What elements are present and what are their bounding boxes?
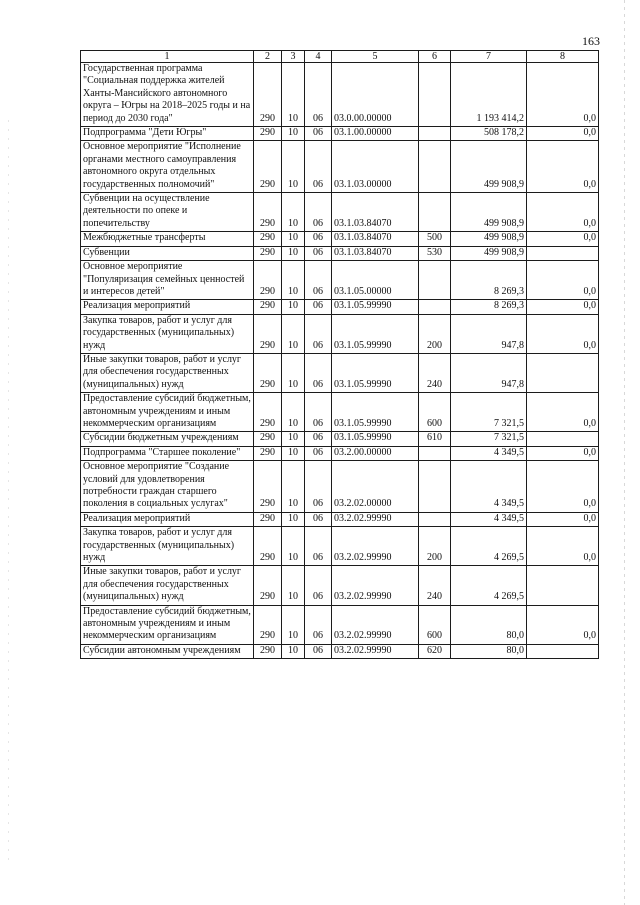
expense-type-cell <box>419 446 451 460</box>
expense-type-cell: 600 <box>419 605 451 644</box>
ministry-code-cell: 290 <box>254 314 282 353</box>
section-code-cell: 10 <box>282 605 305 644</box>
amount-cell: 80,0 <box>451 605 527 644</box>
subsection-code-cell: 06 <box>305 353 332 392</box>
item-name-cell: Субсидии автономным учреждениям <box>81 644 254 658</box>
amount-cell: 499 908,9 <box>451 193 527 232</box>
target-article-cell: 03.2.02.99990 <box>332 644 419 658</box>
subsection-code-cell: 06 <box>305 232 332 246</box>
ministry-code-cell: 290 <box>254 141 282 193</box>
item-name-cell: Субвенции <box>81 246 254 260</box>
ministry-code-cell: 290 <box>254 127 282 141</box>
subsection-code-cell: 06 <box>305 461 332 513</box>
column-8-cell <box>527 246 599 260</box>
column-8-cell: 0,0 <box>527 393 599 432</box>
ministry-code-cell: 290 <box>254 644 282 658</box>
table-row <box>81 605 599 644</box>
expense-type-cell: 610 <box>419 432 451 446</box>
item-name-cell: Иные закупки товаров, работ и услуг для обеспечения государственных (муниципальных) нужд <box>81 566 254 605</box>
amount-cell: 499 908,9 <box>451 232 527 246</box>
item-name-cell: Основное мероприятие "Популяризация семейных ценностей и интересов детей" <box>81 261 254 300</box>
expense-type-cell: 200 <box>419 314 451 353</box>
column-8-cell <box>527 432 599 446</box>
section-code-cell: 10 <box>282 353 305 392</box>
scan-left-edge <box>8 120 9 860</box>
ministry-code-cell: 290 <box>254 193 282 232</box>
item-name-cell: Основное мероприятие "Исполнение органами местного самоуправления автономного округа отдельных государственных полномочий" <box>81 141 254 193</box>
target-article-cell: 03.2.02.99990 <box>332 605 419 644</box>
table-row <box>81 300 599 314</box>
subsection-code-cell: 06 <box>305 193 332 232</box>
column-8-cell: 0,0 <box>527 512 599 526</box>
column-header: 8 <box>527 51 599 63</box>
column-header: 3 <box>282 51 305 63</box>
expense-type-cell: 200 <box>419 527 451 566</box>
amount-cell: 4 349,5 <box>451 446 527 460</box>
section-code-cell: 10 <box>282 232 305 246</box>
item-name-cell: Субсидии бюджетным учреждениям <box>81 432 254 446</box>
item-name-cell: Подпрограмма "Старшее поколение" <box>81 446 254 460</box>
item-name-cell: Закупка товаров, работ и услуг для государственных (муниципальных) нужд <box>81 527 254 566</box>
expense-type-cell <box>419 127 451 141</box>
section-code-cell: 10 <box>282 314 305 353</box>
scan-right-edge <box>624 0 625 905</box>
target-article-cell: 03.2.00.00000 <box>332 446 419 460</box>
budget-table <box>80 50 599 659</box>
amount-cell: 1 193 414,2 <box>451 63 527 127</box>
table-row <box>81 232 599 246</box>
item-name-cell: Предоставление субсидий бюджетным, автономным учреждениям и иным некоммерческим организациям <box>81 393 254 432</box>
subsection-code-cell: 06 <box>305 512 332 526</box>
column-8-cell: 0,0 <box>527 261 599 300</box>
expense-type-cell <box>419 300 451 314</box>
subsection-code-cell: 06 <box>305 141 332 193</box>
amount-cell: 4 349,5 <box>451 512 527 526</box>
column-header: 5 <box>332 51 419 63</box>
section-code-cell: 10 <box>282 527 305 566</box>
column-8-cell: 0,0 <box>527 193 599 232</box>
amount-cell: 8 269,3 <box>451 300 527 314</box>
subsection-code-cell: 06 <box>305 127 332 141</box>
expense-type-cell: 240 <box>419 353 451 392</box>
section-code-cell: 10 <box>282 512 305 526</box>
subsection-code-cell: 06 <box>305 605 332 644</box>
column-header: 1 <box>81 51 254 63</box>
table-row <box>81 461 599 513</box>
amount-cell: 947,8 <box>451 314 527 353</box>
column-8-cell <box>527 644 599 658</box>
column-header: 6 <box>419 51 451 63</box>
subsection-code-cell: 06 <box>305 527 332 566</box>
amount-cell: 4 269,5 <box>451 566 527 605</box>
expense-type-cell <box>419 512 451 526</box>
amount-cell: 499 908,9 <box>451 246 527 260</box>
table-row <box>81 644 599 658</box>
ministry-code-cell: 290 <box>254 512 282 526</box>
table-row <box>81 512 599 526</box>
target-article-cell: 03.1.05.00000 <box>332 261 419 300</box>
amount-cell: 947,8 <box>451 353 527 392</box>
subsection-code-cell: 06 <box>305 246 332 260</box>
page-number: 163 <box>582 34 600 48</box>
column-8-cell: 0,0 <box>527 446 599 460</box>
target-article-cell: 03.1.03.84070 <box>332 193 419 232</box>
table-body <box>81 63 599 659</box>
column-8-cell: 0,0 <box>527 461 599 513</box>
amount-cell: 8 269,3 <box>451 261 527 300</box>
subsection-code-cell: 06 <box>305 644 332 658</box>
table-row <box>81 127 599 141</box>
expense-type-cell: 620 <box>419 644 451 658</box>
column-number-row <box>81 51 599 63</box>
column-header: 2 <box>254 51 282 63</box>
amount-cell: 4 269,5 <box>451 527 527 566</box>
ministry-code-cell: 290 <box>254 261 282 300</box>
ministry-code-cell: 290 <box>254 353 282 392</box>
amount-cell: 7 321,5 <box>451 393 527 432</box>
ministry-code-cell: 290 <box>254 527 282 566</box>
table-row <box>81 141 599 193</box>
expense-type-cell: 240 <box>419 566 451 605</box>
ministry-code-cell: 290 <box>254 605 282 644</box>
column-header: 7 <box>451 51 527 63</box>
target-article-cell: 03.1.05.99990 <box>332 393 419 432</box>
item-name-cell: Иные закупки товаров, работ и услуг для обеспечения государственных (муниципальных) нужд <box>81 353 254 392</box>
table-row <box>81 314 599 353</box>
subsection-code-cell: 06 <box>305 446 332 460</box>
section-code-cell: 10 <box>282 127 305 141</box>
section-code-cell: 10 <box>282 300 305 314</box>
column-8-cell: 0,0 <box>527 127 599 141</box>
section-code-cell: 10 <box>282 644 305 658</box>
section-code-cell: 10 <box>282 261 305 300</box>
target-article-cell: 03.2.02.99990 <box>332 527 419 566</box>
ministry-code-cell: 290 <box>254 393 282 432</box>
target-article-cell: 03.2.02.99990 <box>332 512 419 526</box>
section-code-cell: 10 <box>282 461 305 513</box>
column-8-cell: 0,0 <box>527 605 599 644</box>
table-row <box>81 193 599 232</box>
expense-type-cell: 600 <box>419 393 451 432</box>
item-name-cell: Реализация мероприятий <box>81 300 254 314</box>
ministry-code-cell: 290 <box>254 63 282 127</box>
expense-type-cell: 530 <box>419 246 451 260</box>
section-code-cell: 10 <box>282 246 305 260</box>
item-name-cell: Государственная программа "Социальная поддержка жителей Ханты-Мансийского автономного округа – Югры на 2018–2025 годы и на период до 2030 года" <box>81 63 254 127</box>
column-8-cell: 0,0 <box>527 300 599 314</box>
item-name-cell: Основное мероприятие "Создание условий для удовлетворения потребности граждан старшего поколения в социальных услугах" <box>81 461 254 513</box>
table-row <box>81 246 599 260</box>
ministry-code-cell: 290 <box>254 300 282 314</box>
section-code-cell: 10 <box>282 193 305 232</box>
table-row <box>81 353 599 392</box>
expense-type-cell <box>419 141 451 193</box>
target-article-cell: 03.1.05.99990 <box>332 353 419 392</box>
column-8-cell: 0,0 <box>527 232 599 246</box>
item-name-cell: Предоставление субсидий бюджетным, автономным учреждениям и иным некоммерческим организациям <box>81 605 254 644</box>
subsection-code-cell: 06 <box>305 393 332 432</box>
section-code-cell: 10 <box>282 393 305 432</box>
column-8-cell <box>527 566 599 605</box>
amount-cell: 499 908,9 <box>451 141 527 193</box>
subsection-code-cell: 06 <box>305 314 332 353</box>
ministry-code-cell: 290 <box>254 566 282 605</box>
amount-cell: 508 178,2 <box>451 127 527 141</box>
column-8-cell: 0,0 <box>527 63 599 127</box>
amount-cell: 4 349,5 <box>451 461 527 513</box>
column-header: 4 <box>305 51 332 63</box>
target-article-cell: 03.1.03.84070 <box>332 246 419 260</box>
amount-cell: 80,0 <box>451 644 527 658</box>
target-article-cell: 03.1.03.84070 <box>332 232 419 246</box>
target-article-cell: 03.1.00.00000 <box>332 127 419 141</box>
target-article-cell: 03.2.02.99990 <box>332 566 419 605</box>
table-row <box>81 566 599 605</box>
table-row <box>81 393 599 432</box>
table-row <box>81 432 599 446</box>
subsection-code-cell: 06 <box>305 261 332 300</box>
subsection-code-cell: 06 <box>305 432 332 446</box>
expense-type-cell <box>419 261 451 300</box>
target-article-cell: 03.2.02.00000 <box>332 461 419 513</box>
ministry-code-cell: 290 <box>254 461 282 513</box>
column-8-cell: 0,0 <box>527 141 599 193</box>
column-8-cell: 0,0 <box>527 314 599 353</box>
section-code-cell: 10 <box>282 446 305 460</box>
ministry-code-cell: 290 <box>254 432 282 446</box>
ministry-code-cell: 290 <box>254 446 282 460</box>
expense-type-cell <box>419 193 451 232</box>
table-row <box>81 446 599 460</box>
target-article-cell: 03.1.05.99990 <box>332 432 419 446</box>
table-row <box>81 527 599 566</box>
subsection-code-cell: 06 <box>305 566 332 605</box>
budget-table-container <box>80 50 598 659</box>
section-code-cell: 10 <box>282 63 305 127</box>
table-row <box>81 63 599 127</box>
section-code-cell: 10 <box>282 141 305 193</box>
ministry-code-cell: 290 <box>254 232 282 246</box>
item-name-cell: Субвенции на осуществление деятельности по опеке и попечительству <box>81 193 254 232</box>
section-code-cell: 10 <box>282 566 305 605</box>
ministry-code-cell: 290 <box>254 246 282 260</box>
table-row <box>81 261 599 300</box>
column-8-cell: 0,0 <box>527 527 599 566</box>
item-name-cell: Реализация мероприятий <box>81 512 254 526</box>
target-article-cell: 03.1.05.99990 <box>332 300 419 314</box>
target-article-cell: 03.1.03.00000 <box>332 141 419 193</box>
column-8-cell <box>527 353 599 392</box>
expense-type-cell <box>419 461 451 513</box>
subsection-code-cell: 06 <box>305 300 332 314</box>
section-code-cell: 10 <box>282 432 305 446</box>
item-name-cell: Закупка товаров, работ и услуг для государственных (муниципальных) нужд <box>81 314 254 353</box>
subsection-code-cell: 06 <box>305 63 332 127</box>
expense-type-cell <box>419 63 451 127</box>
amount-cell: 7 321,5 <box>451 432 527 446</box>
expense-type-cell: 500 <box>419 232 451 246</box>
item-name-cell: Подпрограмма "Дети Югры" <box>81 127 254 141</box>
target-article-cell: 03.0.00.00000 <box>332 63 419 127</box>
target-article-cell: 03.1.05.99990 <box>332 314 419 353</box>
item-name-cell: Межбюджетные трансферты <box>81 232 254 246</box>
